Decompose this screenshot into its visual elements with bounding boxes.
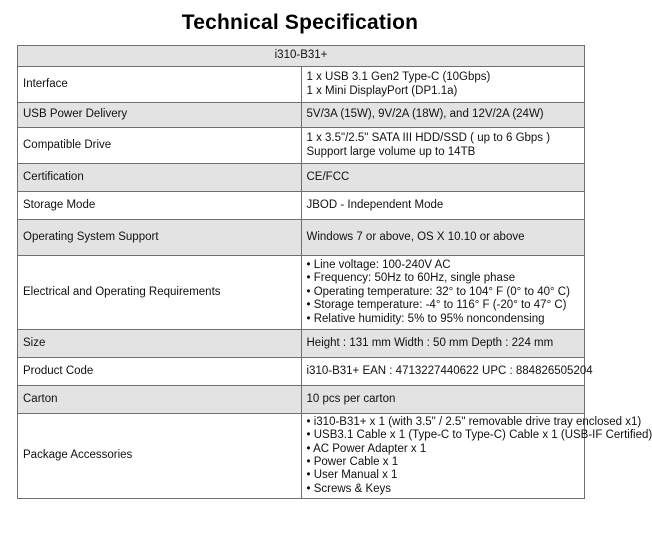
spec-value-line: • Operating temperature: 32° to 104° F (0° to 40° C) [306, 285, 570, 298]
spec-value-line: i310-B31+ EAN : 4713227440622 UPC : 884826505204 [306, 364, 593, 377]
spec-value-line: • Screws & Keys [306, 482, 392, 495]
spec-row-label: Electrical and Operating Requirements [18, 256, 302, 330]
spec-value-line: • Line voltage: 100-240V AC [306, 258, 451, 271]
spec-row-label: Interface [18, 67, 302, 103]
spec-value-line: Height : 131 mm Width : 50 mm Depth : 224 mm [306, 336, 554, 349]
spec-row [18, 330, 585, 358]
spec-row [18, 358, 585, 386]
spec-value-line: Windows 7 or above, OS X 10.10 or above [306, 230, 525, 243]
spec-value-line: • USB3.1 Cable x 1 (Type-C to Type-C) Cable x 1 (USB-IF Certified) [306, 429, 652, 442]
spec-row [18, 103, 585, 128]
spec-row-label: Size [18, 330, 302, 358]
spec-row-label: Product Code [18, 358, 302, 386]
spec-row [18, 386, 585, 414]
spec-row-value [301, 256, 585, 330]
spec-row-label: Package Accessories [18, 414, 302, 499]
spec-value-line: JBOD - Independent Mode [306, 198, 444, 211]
spec-row-value [301, 330, 585, 358]
spec-table [17, 45, 652, 499]
spec-value-line: 10 pcs per carton [306, 392, 396, 405]
spec-row-label: Certification [18, 164, 302, 192]
spec-row [18, 220, 585, 256]
spec-row [18, 164, 585, 192]
spec-value-line: 1 x 3.5"/2.5" SATA III HDD/SSD ( up to 6 Gbps ) [306, 132, 551, 145]
spec-row-label: USB Power Delivery [18, 103, 302, 128]
spec-row [18, 192, 585, 220]
spec-row [18, 128, 585, 164]
spec-row-value [301, 358, 593, 386]
model-header-row [18, 46, 585, 67]
spec-value-line: • AC Power Adapter x 1 [306, 442, 427, 455]
spec-row-value [301, 220, 585, 256]
spec-row-value [301, 128, 585, 164]
spec-row [18, 67, 585, 103]
spec-value-line: • Storage temperature: -4° to 116° F (-20° to 47° C) [306, 299, 567, 312]
spec-value-line: CE/FCC [306, 170, 350, 183]
page-title: Technical Specification [181, 11, 419, 34]
spec-value-line: • i310-B31+ x 1 (with 3.5" / 2.5" removable drive tray enclosed x1) [306, 415, 642, 428]
spec-row-value [301, 414, 652, 499]
spec-row-label: Compatible Drive [18, 128, 302, 164]
spec-row-value [301, 103, 585, 128]
spec-value-line: • Frequency: 50Hz to 60Hz, single phase [306, 272, 516, 285]
spec-row-value [301, 164, 585, 192]
spec-row-label: Carton [18, 386, 302, 414]
spec-value-line: • Relative humidity: 5% to 95% noncondensing [306, 312, 545, 325]
spec-row-value [301, 192, 585, 220]
spec-value-line: 1 x USB 3.1 Gen2 Type-C (10Gbps) [306, 71, 491, 84]
spec-value-line: 5V/3A (15W), 9V/2A (18W), and 12V/2A (24W) [306, 108, 544, 121]
spec-value-line: Support large volume up to 14TB [306, 145, 476, 158]
spec-row [18, 414, 585, 499]
spec-row-label: Storage Mode [18, 192, 302, 220]
spec-value-line: • User Manual x 1 [306, 469, 398, 482]
spec-row-value [301, 67, 585, 103]
spec-value-line: 1 x Mini DisplayPort (DP1.1a) [306, 84, 458, 97]
spec-row-label: Operating System Support [18, 220, 302, 256]
spec-value-line: • Power Cable x 1 [306, 456, 399, 468]
model-header-cell: i310-B31+ [18, 46, 585, 67]
spec-row [18, 256, 585, 330]
spec-row-value [301, 386, 585, 414]
